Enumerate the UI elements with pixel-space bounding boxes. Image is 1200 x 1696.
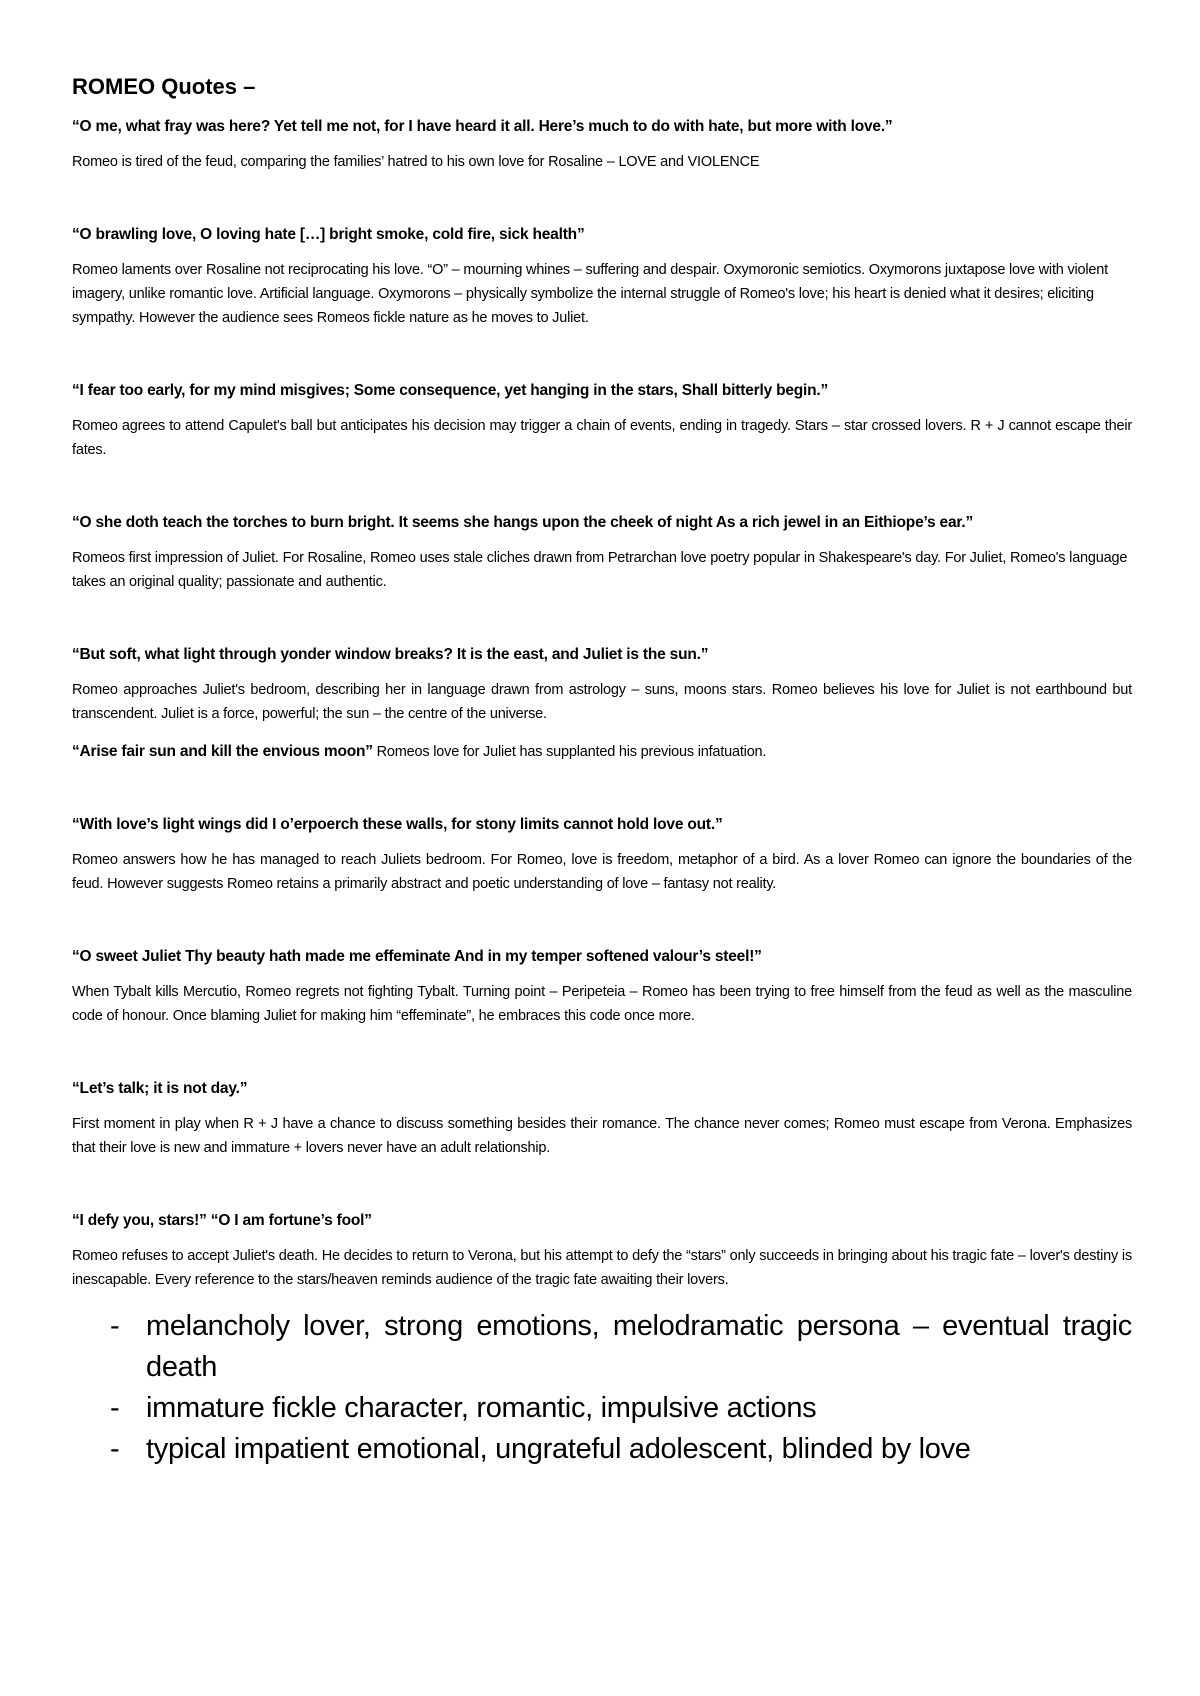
extra-analysis-text: Romeos love for Juliet has supplanted his previous infatuation.	[372, 744, 767, 760]
quote-block	[72, 1078, 1132, 1160]
summary-item-text: typical impatient emotional, ungrateful adolescent, blinded by love	[146, 1433, 971, 1465]
quote-block	[72, 946, 1132, 1028]
analysis-text: Romeos first impression of Juliet. For Rosaline, Romeo uses stale cliches drawn from Petrarchan love poetry popular in Shakespeare's day. For Juliet, Romeo's language takes an original quality; passionate and authentic.	[72, 550, 1128, 590]
page-title: ROMEO Quotes –	[72, 74, 256, 99]
summary-item-text: immature fickle character, romantic, impulsive actions	[146, 1392, 817, 1424]
bullet-dash: -	[110, 1392, 120, 1424]
summary-item	[72, 1429, 1132, 1470]
quote-block	[72, 512, 1132, 594]
analysis-text: Romeo laments over Rosaline not reciprocating his love. “O” – mourning whines – suffering and despair. Oxymoronic semiotics. Oxymorons juxtapose love with violent imagery, unlike romantic love. Artificial language. Oxymorons – physically symbolize the internal struggle of Romeo's love; his heart is denied what it desires; eliciting sympathy. However the audience sees Romeos fickle nature as he moves to Juliet.	[72, 262, 1108, 326]
quote-block	[72, 814, 1132, 896]
quote-text: “I fear too early, for my mind misgives; Some consequence, yet hanging in the stars, Shall bitterly begin.”	[72, 382, 829, 399]
analysis-text: First moment in play when R + J have a chance to discuss something besides their romance. The chance never comes; Romeo must escape from Verona. Emphasizes that their love is new and immature + lovers never have an adult relationship.	[72, 1116, 1132, 1156]
quote-block	[72, 116, 1132, 174]
quote-text: “O sweet Juliet Thy beauty hath made me effeminate And in my temper softened valour’s steel!”	[72, 948, 762, 965]
extra-quote-text: “Arise fair sun and kill the envious moon”	[72, 743, 373, 760]
quote-text: “With love’s light wings did I o’erpoerch these walls, for stony limits cannot hold love out.”	[72, 816, 723, 833]
quote-text: “O brawling love, O loving hate […] bright smoke, cold fire, sick health”	[72, 226, 585, 243]
quote-text: “O me, what fray was here? Yet tell me not, for I have heard it all. Here’s much to do with hate, but more with love.”	[72, 118, 893, 135]
quote-block	[72, 644, 1132, 764]
summary-item	[72, 1388, 1132, 1429]
analysis-text: When Tybalt kills Mercutio, Romeo regrets not fighting Tybalt. Turning point – Peripeteia – Romeo has been trying to free himself from the feud as well as the masculine code of honour. Once blaming Juliet for making him “effeminate”, he embraces this code once more.	[72, 984, 1132, 1024]
quote-text: “O she doth teach the torches to burn bright. It seems she hangs upon the cheek of night As a rich jewel in an Eithiope’s ear.”	[72, 514, 974, 531]
bullet-dash: -	[110, 1310, 120, 1342]
quote-block	[72, 380, 1132, 462]
quote-block	[72, 1210, 1132, 1292]
quote-text: “Let’s talk; it is not day.”	[72, 1080, 248, 1097]
quote-text: “But soft, what light through yonder window breaks? It is the east, and Juliet is the sun.”	[72, 646, 709, 663]
analysis-text: Romeo answers how he has managed to reach Juliets bedroom. For Romeo, love is freedom, metaphor of a bird. As a lover Romeo can ignore the boundaries of the feud. However suggests Romeo retains a primarily abstract and poetic understanding of love – fantasy not reality.	[72, 852, 1132, 892]
quote-block	[72, 224, 1132, 330]
quote-text: “I defy you, stars!” “O I am fortune’s fool”	[72, 1212, 372, 1229]
summary-item	[72, 1306, 1132, 1388]
character-summary-list	[72, 1306, 1132, 1470]
analysis-text: Romeo approaches Juliet's bedroom, describing her in language drawn from astrology – suns, moons stars. Romeo believes his love for Juliet is not earthbound but transcendent. Juliet is a force, powerful; the sun – the centre of the universe.	[72, 682, 1132, 722]
summary-item-text: melancholy lover, strong emotions, melodramatic persona – eventual tragic death	[146, 1310, 1132, 1383]
extra-line	[72, 740, 1132, 764]
analysis-text: Romeo refuses to accept Juliet's death. He decides to return to Verona, but his attempt to defy the “stars” only succeeds in bringing about his tragic fate – lover's destiny is inescapable. Every reference to the stars/heaven reminds audience of the tragic fate awaiting their lovers.	[72, 1248, 1132, 1288]
analysis-text: Romeo is tired of the feud, comparing the families’ hatred to his own love for Rosaline – LOVE and VIOLENCE	[72, 154, 760, 170]
bullet-dash: -	[110, 1433, 120, 1465]
document-page	[72, 72, 1132, 1470]
analysis-text: Romeo agrees to attend Capulet's ball but anticipates his decision may trigger a chain of events, ending in tragedy. Stars – star crossed lovers. R + J cannot escape their fates.	[72, 418, 1132, 458]
